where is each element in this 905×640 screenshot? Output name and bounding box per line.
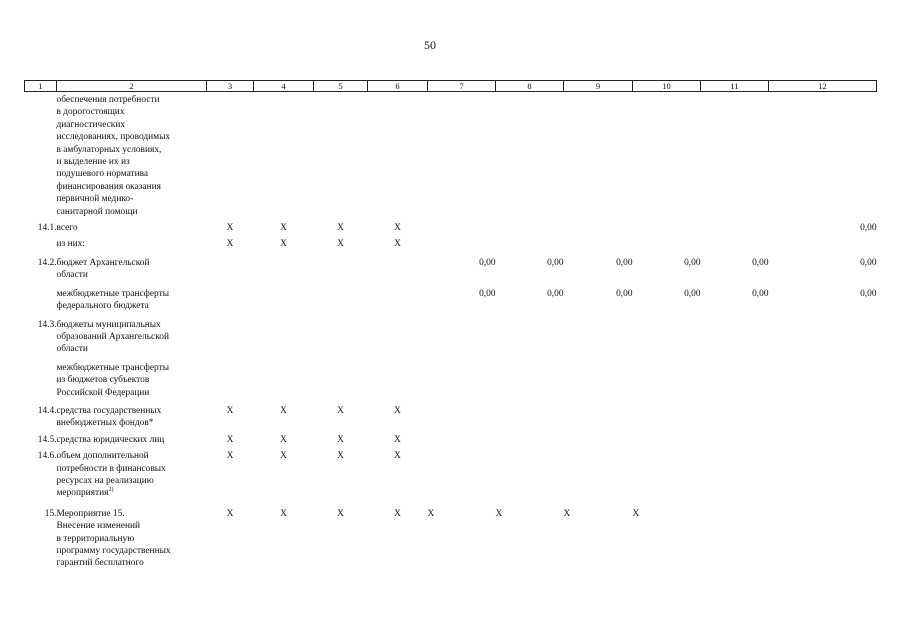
table-cell: X <box>226 434 234 445</box>
table-cell <box>496 222 564 238</box>
table-cell <box>314 257 368 288</box>
table-row <box>25 362 877 405</box>
table-cell <box>314 319 368 362</box>
table-header-row <box>25 81 877 92</box>
table-cell <box>368 362 428 405</box>
table-cell <box>314 92 368 223</box>
table-cell: X <box>337 508 344 519</box>
table-cell <box>254 92 314 223</box>
row-name-cell: бюджеты муниципальных образований Архангельской области <box>56 319 169 355</box>
table-cell <box>368 92 428 223</box>
table-cell <box>633 319 701 362</box>
table-cell: X <box>337 405 344 416</box>
row-name-cell: межбюджетные трансферты из бюджетов субъектов Российской Федерации <box>56 362 169 398</box>
table-cell: X <box>394 451 401 462</box>
table-cell <box>564 450 633 508</box>
row-number-cell: 14.3. <box>37 319 57 330</box>
table-cell <box>314 288 368 319</box>
table-cell: X <box>280 239 287 250</box>
table-cell <box>368 257 428 288</box>
table-cell <box>496 405 564 434</box>
table-cell <box>769 508 877 570</box>
row-name-cell: из них: <box>56 239 85 250</box>
table-row <box>25 319 877 362</box>
table-cell: 0,00 <box>860 257 877 268</box>
table-cell: X <box>337 451 344 462</box>
table-cell <box>207 92 254 223</box>
table-cell: X <box>280 405 287 416</box>
table-cell <box>769 450 877 508</box>
row-name-cell: бюджет Архангельской области <box>56 257 150 281</box>
table-cell: X <box>280 223 287 234</box>
table-cell: 0,00 <box>479 257 496 268</box>
table-row <box>25 434 877 450</box>
table-cell <box>207 319 254 362</box>
table-cell: 0,00 <box>616 257 633 268</box>
table-cell: X <box>563 508 571 519</box>
table-cell <box>496 434 564 450</box>
column-header: 1 <box>25 81 57 92</box>
table-cell <box>207 362 254 405</box>
table-cell <box>496 450 564 508</box>
table-cell: X <box>226 451 234 462</box>
table-cell <box>254 257 314 288</box>
row-number-cell <box>25 288 57 319</box>
table-cell: X <box>226 239 234 250</box>
row-name-cell: межбюджетные трансферты федерального бюджета <box>56 288 169 312</box>
table-cell <box>564 222 633 238</box>
table-row <box>25 288 877 319</box>
column-header: 5 <box>314 81 368 92</box>
table-row <box>25 508 877 570</box>
table-cell <box>428 238 496 256</box>
table-cell <box>701 434 769 450</box>
table-cell: X <box>394 405 401 416</box>
table-cell: X <box>394 239 401 250</box>
table-cell <box>564 362 633 405</box>
table-cell: X <box>337 434 344 445</box>
table-cell: X <box>226 508 234 519</box>
row-name-cell: обеспечения потребности в дорогостоящих диагностических исследованиях, проводимых в амбулаторных условиях, и выделение их из подушевого норматива финансирования оказания первичной медико- санитарной помощи <box>56 95 171 217</box>
table-cell <box>207 288 254 319</box>
column-header: 11 <box>701 81 769 92</box>
table-cell <box>496 238 564 256</box>
table-cell <box>701 222 769 238</box>
table-cell <box>428 319 496 362</box>
column-header: 7 <box>428 81 496 92</box>
table-cell <box>428 222 496 238</box>
table-cell <box>428 362 496 405</box>
table-cell <box>428 450 496 508</box>
table-cell: 0,00 <box>684 288 701 299</box>
table-body <box>25 92 877 570</box>
row-name-cell: средства государственных внебюджетных фондов* <box>56 405 162 429</box>
table-cell: X <box>280 434 287 445</box>
column-header: 6 <box>368 81 428 92</box>
table-cell <box>564 92 633 223</box>
row-number-cell: 14.5. <box>37 434 57 445</box>
table-cell <box>701 405 769 434</box>
table-cell <box>564 434 633 450</box>
row-name-cell: всего <box>56 223 78 234</box>
table-cell <box>368 288 428 319</box>
table-cell <box>633 434 701 450</box>
table-cell: X <box>427 508 435 519</box>
table-cell <box>769 319 877 362</box>
row-name-cell: объем дополнительной потребности в финансовых ресурсах на реализацию мероприятия$^{2)}$ <box>56 451 166 499</box>
column-header: 4 <box>254 81 314 92</box>
data-table <box>24 80 877 570</box>
row-number-cell: 14.6. <box>37 451 57 462</box>
row-number-cell: 14.2. <box>37 257 57 268</box>
table-cell <box>564 319 633 362</box>
table-cell <box>701 362 769 405</box>
table-cell: X <box>394 434 401 445</box>
column-header: 12 <box>769 81 877 92</box>
table-cell <box>701 450 769 508</box>
page-number: 50 <box>424 38 436 52</box>
footnote-marker: 2) <box>108 487 114 494</box>
table-row <box>25 222 877 238</box>
table-cell: 0,00 <box>752 288 769 299</box>
table-cell <box>254 362 314 405</box>
table-cell: X <box>337 239 344 250</box>
table-row <box>25 257 877 288</box>
table-cell: 0,00 <box>547 288 564 299</box>
table-cell: X <box>226 223 234 234</box>
table-cell: 0,00 <box>860 288 877 299</box>
table-cell <box>769 238 877 256</box>
table-cell <box>701 508 769 570</box>
table-cell <box>496 319 564 362</box>
table-row <box>25 450 877 508</box>
table-cell <box>633 362 701 405</box>
table-cell <box>368 319 428 362</box>
table-cell <box>701 92 769 223</box>
table-cell <box>428 434 496 450</box>
table-cell <box>207 257 254 288</box>
table-cell: 0,00 <box>547 257 564 268</box>
table-cell <box>633 450 701 508</box>
column-header: 2 <box>57 81 207 92</box>
table-cell <box>564 405 633 434</box>
table-cell: X <box>495 508 503 519</box>
table-cell <box>428 405 496 434</box>
table-cell: X <box>394 508 401 519</box>
table-cell <box>314 362 368 405</box>
table-cell <box>701 319 769 362</box>
column-header: 3 <box>207 81 254 92</box>
table-cell <box>701 238 769 256</box>
table-cell <box>496 92 564 223</box>
table-cell <box>633 92 701 223</box>
table-cell <box>254 319 314 362</box>
table-cell <box>769 92 877 223</box>
table-cell <box>769 405 877 434</box>
row-number-cell: 15. <box>44 508 57 519</box>
table-cell <box>428 92 496 223</box>
column-header: 8 <box>496 81 564 92</box>
table-row <box>25 92 877 223</box>
row-number-cell: 14.4. <box>37 405 57 416</box>
table-row <box>25 238 877 256</box>
table-cell <box>496 362 564 405</box>
row-number-cell <box>25 238 57 256</box>
table-cell: 0,00 <box>860 223 877 234</box>
row-number-cell <box>25 92 57 223</box>
table-cell: 0,00 <box>479 288 496 299</box>
table-cell: X <box>394 223 401 234</box>
table-cell <box>769 362 877 405</box>
row-name-cell: средства юридических лиц <box>56 434 165 445</box>
row-name-cell: Мероприятие 15. Внесение изменений в территориальную программу государственных гарантий бесплатного <box>56 508 171 569</box>
table-cell <box>633 405 701 434</box>
table-cell <box>633 238 701 256</box>
table-cell <box>769 434 877 450</box>
row-number-cell: 14.1. <box>37 223 57 234</box>
table-cell: X <box>226 405 234 416</box>
table-cell: 0,00 <box>684 257 701 268</box>
table-cell <box>564 238 633 256</box>
table-cell: X <box>280 508 287 519</box>
row-number-cell <box>25 362 57 405</box>
table-cell <box>633 222 701 238</box>
table-cell: X <box>280 451 287 462</box>
table-cell: 0,00 <box>752 257 769 268</box>
column-header: 9 <box>564 81 633 92</box>
table-cell: 0,00 <box>616 288 633 299</box>
column-header: 10 <box>633 81 701 92</box>
table-cell <box>254 288 314 319</box>
table-cell: X <box>632 508 640 519</box>
table-cell: X <box>337 223 344 234</box>
table-row <box>25 405 877 434</box>
